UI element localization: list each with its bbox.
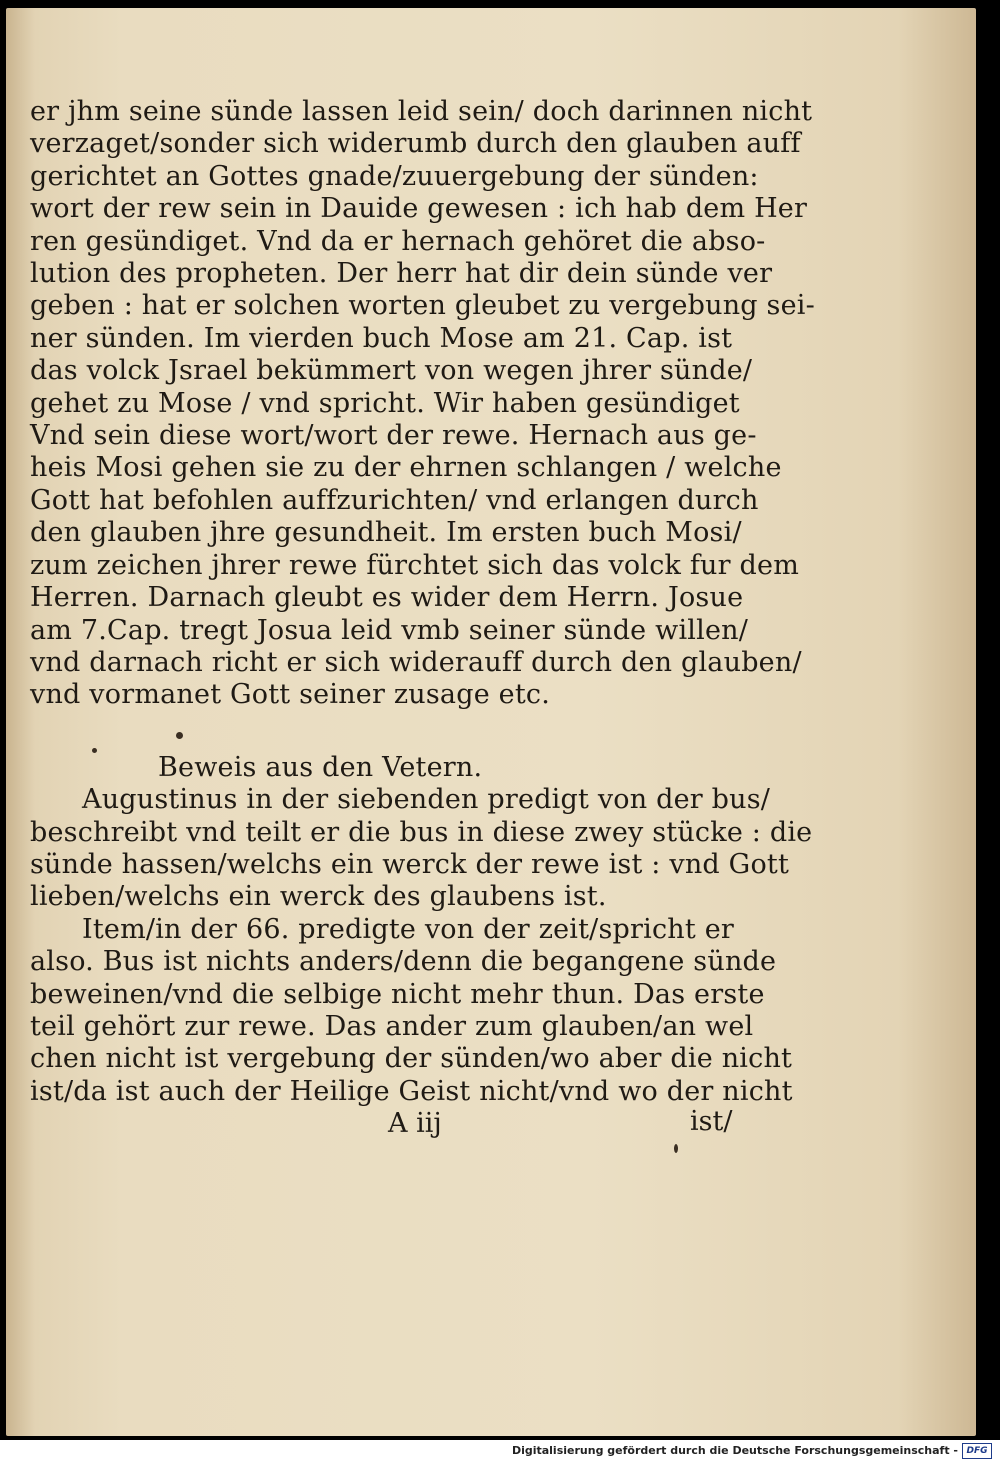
text-line: heis Mosi gehen sie zu der ehrnen schlangen / welche [30, 452, 782, 484]
footer-bar [0, 1440, 1000, 1463]
footer-credit: Digitalisierung gefördert durch die Deutsche Forschungsgemeinschaft - [511, 1444, 958, 1457]
text-line: sünde hassen/welchs ein werck der rewe ist : vnd Gott [30, 848, 790, 880]
text-line: teil gehört zur rewe. Das ander zum glauben/an wel [30, 1010, 754, 1042]
text-line: also. Bus ist nichts anders/denn die begangene sünde [30, 946, 777, 978]
text-line: geben : hat er solchen worten gleubet zu vergebung sei- [30, 290, 815, 322]
text-line: gehet zu Mose / vnd spricht. Wir haben gesündiget [30, 387, 740, 419]
text-line: vnd vormanet Gott seiner zusage etc. [30, 679, 551, 711]
text-line: den glauben jhre gesundheit. Im ersten buch Mosi/ [30, 517, 742, 549]
paragraph-first-line: Item/in der 66. predigte von der zeit/spricht er [82, 913, 734, 945]
text-line: ren gesündiget. Vnd da er hernach gehöret die abso- [30, 225, 766, 257]
text-line: beschreibt vnd teilt er die bus in diese zwey stücke : die [30, 816, 813, 848]
text-line: wort der rew sein in Dauide gewesen : ich hab dem Her [30, 193, 808, 225]
text-line: am 7.Cap. tregt Josua leid vmb seiner sünde willen/ [30, 614, 749, 646]
text-line: verzaget/sonder sich widerumb durch den glauben auff [30, 128, 801, 160]
body-text [30, 96, 815, 1108]
text-line: das volck Jsrael bekümmert von wegen jhrer sünde/ [30, 355, 753, 387]
text-line: Gott hat befohlen auffzurichten/ vnd erlangen durch [30, 484, 759, 516]
signature-mark: A iij [388, 1108, 442, 1139]
text-line: Vnd sein diese wort/wort der rewe. Hernach aus ge- [30, 420, 757, 452]
text-line: chen nicht ist vergebung der sünden/wo aber die nicht [30, 1043, 793, 1075]
text-line: gerichtet an Gottes gnade/zuuergebung der sünden: [30, 160, 759, 192]
section-heading: Beweis aus den Vetern. [158, 751, 483, 783]
text-line: lieben/welchs ein werck des glaubens ist. [30, 881, 607, 913]
dfg-logo[interactable]: DFG [962, 1443, 992, 1459]
paragraph-first-line: Augustinus in der siebenden predigt von der bus/ [82, 784, 771, 816]
text-line: vnd darnach richt er sich widerauff durch den glauben/ [30, 646, 802, 678]
text-line: er jhm seine sünde lassen leid sein/ doch darinnen nicht [30, 96, 813, 127]
text-line: ist/da ist auch der Heilige Geist nicht/vnd wo der nicht [30, 1075, 793, 1107]
text-line: ner sünden. Im vierden buch Mose am 21. Cap. ist [30, 322, 733, 354]
catchword: ist/ [690, 1106, 733, 1137]
text-line: lution des propheten. Der herr hat dir dein sünde ver [30, 258, 773, 290]
text-line: beweinen/vnd die selbige nicht mehr thun. Das erste [30, 978, 765, 1010]
text-line: Herren. Darnach gleubt es wider dem Herrn. Josue [30, 582, 744, 614]
text-line: zum zeichen jhrer rewe fürchtet sich das volck fur dem [30, 549, 800, 581]
ink-speck [674, 1144, 678, 1153]
